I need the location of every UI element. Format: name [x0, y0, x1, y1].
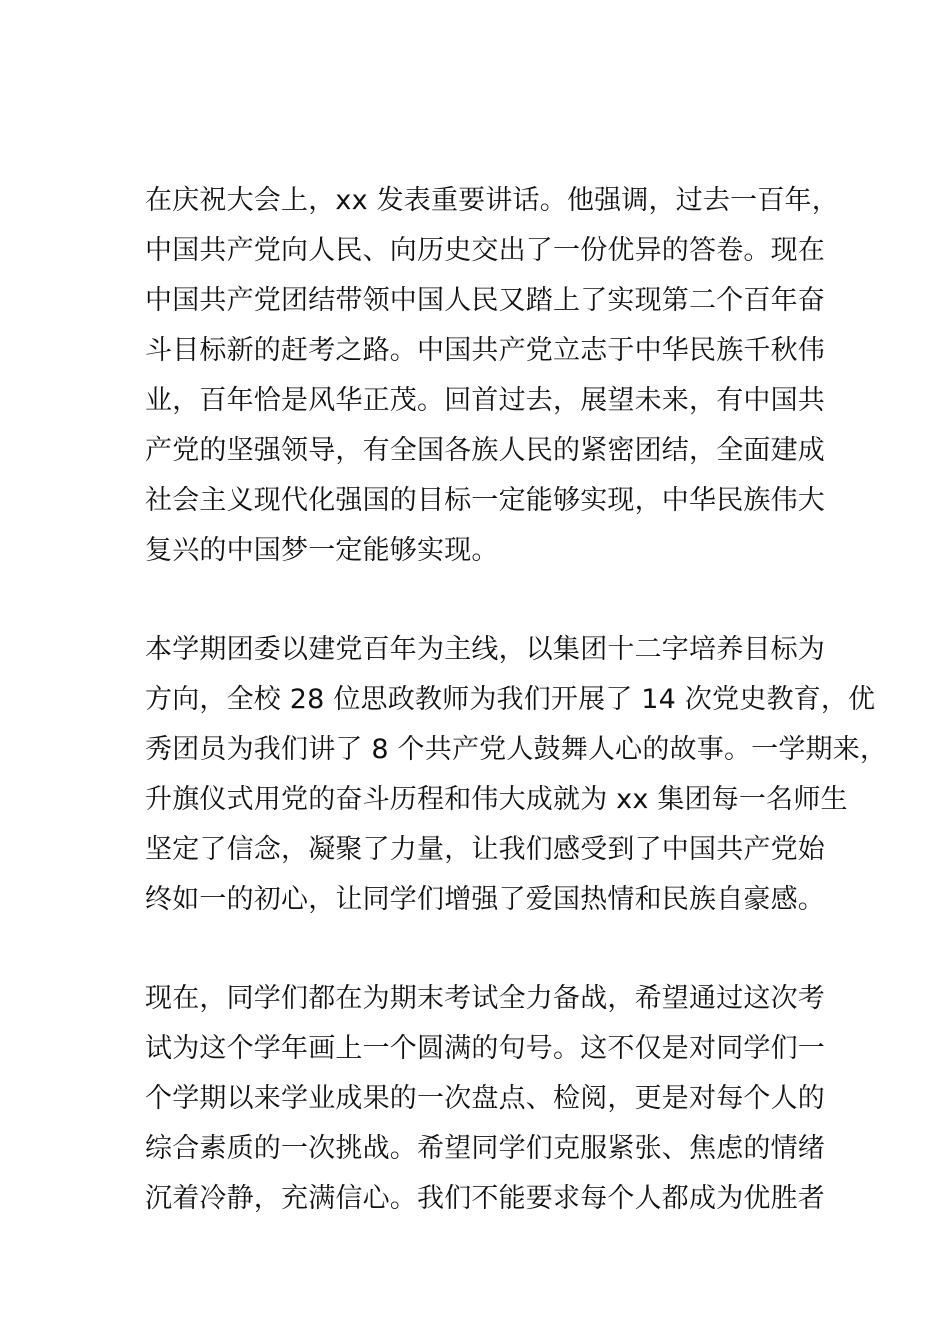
text-line: 秀团员为我们讲了 8 个共产党人鼓舞人心的故事。一学期来，	[145, 734, 888, 765]
text-line: 综合素质的一次挑战。希望同学们克服紧张、焦虑的情绪	[145, 1133, 825, 1164]
text-line: 个学期以来学业成果的一次盘点、检阅，更是对每个人的	[145, 1083, 825, 1114]
text-line: 在庆祝大会上，xx 发表重要讲话。他强调，过去一百年，	[145, 185, 839, 216]
text-line: 业，百年恰是风华正茂。回首过去，展望未来，有中国共	[145, 385, 825, 416]
text-line: 终如一的初心，让同学们增强了爱国热情和民族自豪感。	[145, 884, 825, 915]
text-line: 中国共产党向人民、向历史交出了一份优异的答卷。现在	[145, 235, 825, 266]
text-line: 现在，同学们都在为期末考试全力备战，希望通过这次考	[145, 983, 825, 1014]
text-line: 方向，全校 28 位思政教师为我们开展了 14 次党史教育，优	[145, 684, 876, 715]
text-line: 斗目标新的赶考之路。中国共产党立志于中华民族千秋伟	[145, 335, 825, 366]
text-line: 本学期团委以建党百年为主线，以集团十二字培养目标为	[145, 634, 825, 665]
text-line: 中国共产党团结带领中国人民又踏上了实现第二个百年奋	[145, 285, 825, 316]
text-line: 升旗仪式用党的奋斗历程和伟大成就为 xx 集团每一名师生	[145, 784, 848, 815]
text-line: 产党的坚强领导，有全国各族人民的紧密团结，全面建成	[145, 435, 825, 466]
text-line: 社会主义现代化强国的目标一定能够实现，中华民族伟大	[145, 485, 825, 516]
text-line: 沉着冷静，充满信心。我们不能要求每个人都成为优胜者	[145, 1183, 825, 1214]
text-line: 复兴的中国梦一定能够实现。	[145, 535, 499, 566]
text-line: 坚定了信念，凝聚了力量，让我们感受到了中国共产党始	[145, 834, 825, 865]
text-line: 试为这个学年画上一个圆满的句号。这不仅是对同学们一	[145, 1033, 825, 1064]
